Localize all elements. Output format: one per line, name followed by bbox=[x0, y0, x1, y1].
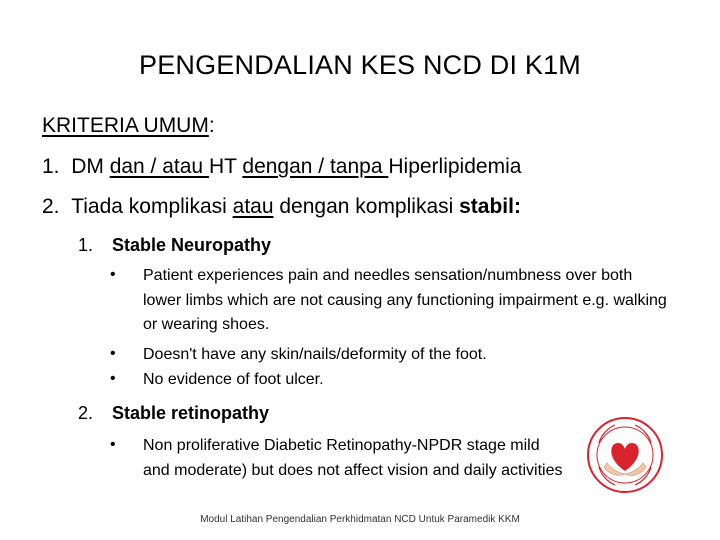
criteria-item-1-text-a: DM bbox=[71, 155, 110, 178]
bullet-marker: • bbox=[110, 370, 116, 387]
criteria-item-2-underline: atau bbox=[232, 195, 274, 218]
subitem-1-bullet-2: Doesn't have any skin/nails/deformity of the foot. bbox=[143, 346, 487, 363]
bullet-marker: • bbox=[110, 345, 116, 362]
subitem-2-bullet-1: Non proliferative Diabetic Retinopathy-NPDR stage mild and moderate) but does not affect vision and daily activities bbox=[143, 437, 563, 479]
criteria-item-1-text-c: Hiperlipidemia bbox=[388, 155, 522, 178]
criteria-item-1-underline-b: dengan / tanpa bbox=[242, 155, 389, 178]
criteria-item-1 bbox=[42, 155, 521, 179]
criteria-item-1-underline-a: dan / atau bbox=[109, 155, 209, 178]
subitem-1-bullet-3: No evidence of foot ulcer. bbox=[143, 371, 324, 388]
bullet-marker: • bbox=[110, 436, 116, 453]
subitem-1-title: Stable Neuropathy bbox=[112, 235, 272, 255]
criteria-item-1-number: 1. bbox=[42, 155, 60, 178]
criteria-item-2-number: 2. bbox=[42, 195, 60, 218]
criteria-item-2-bold: stabil: bbox=[459, 195, 521, 218]
criteria-heading-colon: : bbox=[208, 114, 215, 137]
heart-hands-seal-icon bbox=[585, 415, 665, 495]
subitem-1-number: 1. bbox=[78, 235, 94, 255]
footer-text: Modul Latihan Pengendalian Perkhidmatan NCD Untuk Paramedik KKM bbox=[200, 514, 520, 525]
criteria-item-1-text-b: HT bbox=[208, 155, 243, 178]
criteria-heading: KRITERIA UMUM bbox=[42, 114, 209, 137]
subitem-1-bullet-1: Patient experiences pain and needles sensation/numbness over both lower limbs which are not causing any functioning impairment e.g. walking or wearing shoes. bbox=[143, 267, 667, 333]
subitem-2-number: 2. bbox=[78, 403, 94, 423]
subitem-2-title: Stable retinopathy bbox=[112, 403, 270, 423]
bullet-marker: • bbox=[110, 266, 116, 283]
criteria-item-2 bbox=[42, 195, 521, 219]
criteria-heading-line bbox=[42, 114, 215, 138]
criteria-item-2-text-a: Tiada komplikasi bbox=[71, 195, 233, 218]
criteria-item-2-text-b: dengan komplikasi bbox=[273, 195, 460, 218]
slide-title: PENGENDALIAN KES NCD DI K1M bbox=[138, 50, 581, 80]
